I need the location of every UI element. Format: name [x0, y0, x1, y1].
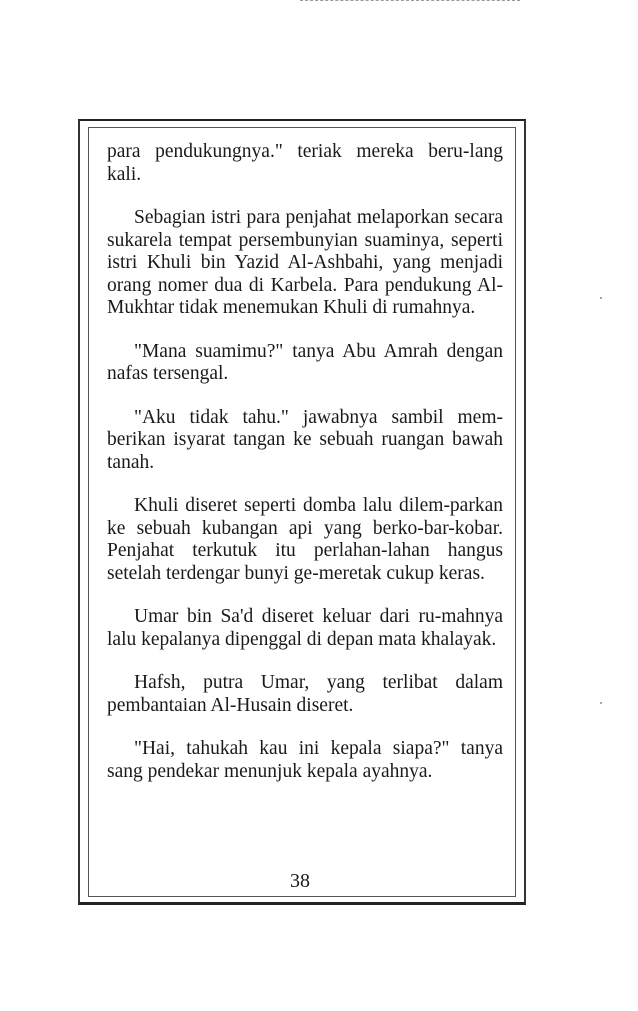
scan-speck: [600, 702, 602, 704]
paragraph: Umar bin Sa'd diseret keluar dari ru-mahnya lalu kepalanya dipenggal di depan mata khalayak.: [107, 606, 503, 650]
page-body-text: [107, 141, 503, 804]
paragraph: Hafsh, putra Umar, yang terlibat dalam pembantaian Al-Husain diseret.: [107, 672, 503, 716]
paragraph-continuation: para pendukungnya." teriak mereka beru-lang kali.: [107, 141, 503, 185]
paragraph: Sebagian istri para penjahat melaporkan secara sukarela tempat persembunyian suaminya, seperti istri Khuli bin Yazid Al-Ashbahi, yang menjadi orang nomer dua di Karbela. Para pendukung Al-Mukhtar tidak menemukan Khuli di rumahnya.: [107, 207, 503, 318]
paragraph: "Aku tidak tahu." jawabnya sambil mem-berikan isyarat tangan ke sebuah ruangan bawah tanah.: [107, 406, 503, 473]
scan-top-edge-line: [300, 0, 520, 1]
scan-speck: [600, 297, 602, 299]
paragraph: "Mana suamimu?" tanya Abu Amrah dengan nafas tersengal.: [107, 340, 503, 384]
paragraph: Khuli diseret seperti domba lalu dilem-parkan ke sebuah kubangan api yang berko-bar-kobar. Penjahat terkutuk itu perlahan-lahan hangus setelah terdengar bunyi ge-meretak cukup keras.: [107, 495, 503, 584]
paragraph: "Hai, tahukah kau ini kepala siapa?" tanya sang pendekar menunjuk kepala ayahnya.: [107, 738, 503, 782]
page-number: 38: [290, 870, 310, 892]
